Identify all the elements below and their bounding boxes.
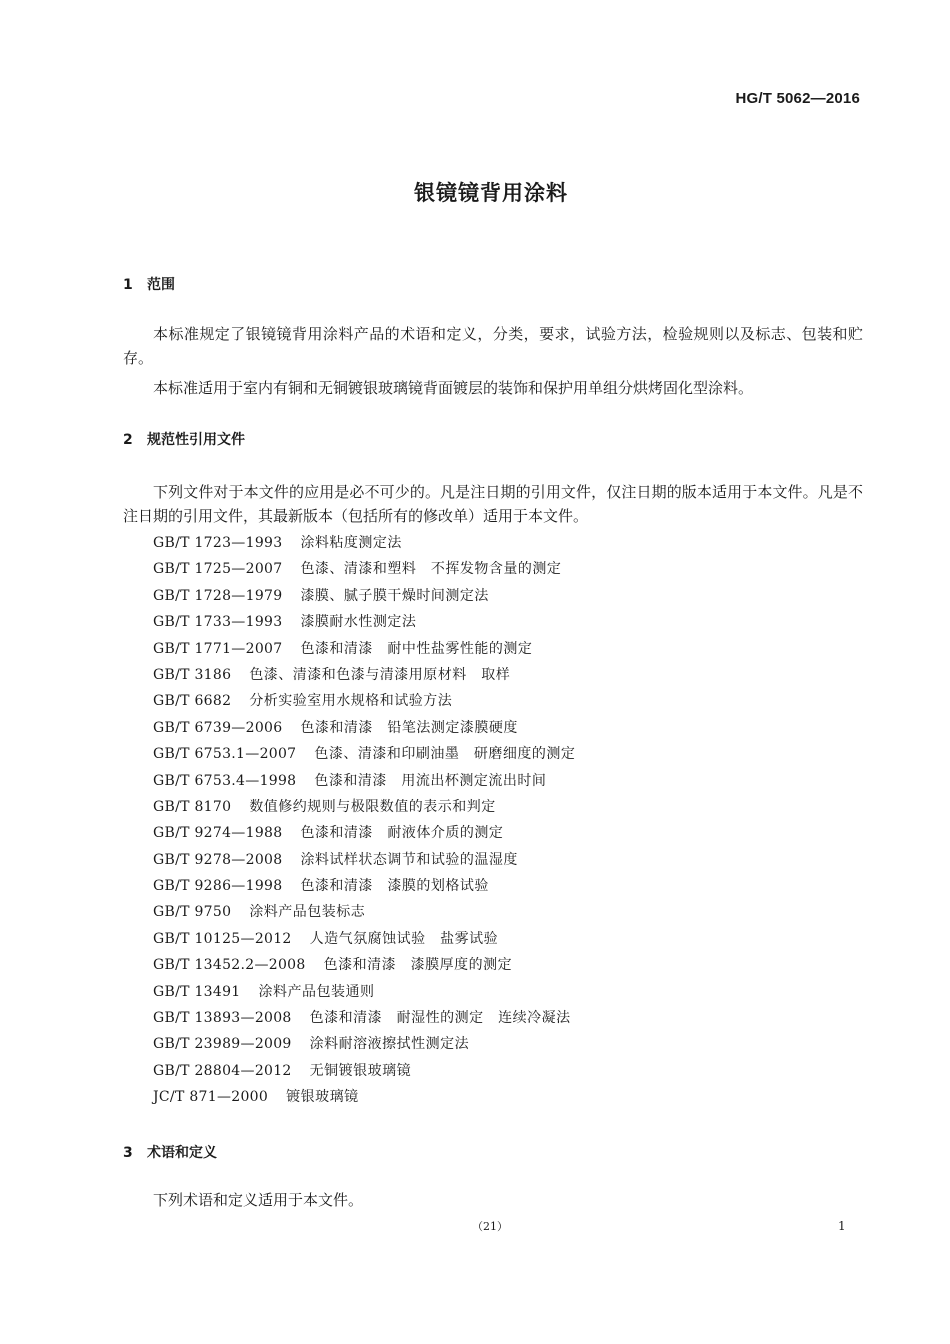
reference-item: [153, 847, 575, 873]
reference-item: [153, 926, 575, 952]
reference-code: GB/T 6753.4—1998: [153, 772, 297, 789]
reference-name: 色漆和清漆 铅笔法测定漆膜硬度: [300, 719, 518, 736]
reference-code: JC/T 871—2000: [153, 1089, 269, 1106]
reference-code: GB/T 3186: [153, 666, 232, 683]
page-number-right: 1: [838, 1219, 846, 1233]
reference-code: GB/T 1725—2007: [153, 561, 283, 578]
reference-code: GB/T 1728—1979: [153, 587, 283, 604]
reference-name: 色漆和清漆 耐中性盐雾性能的测定: [300, 640, 533, 657]
reference-item: [153, 873, 575, 899]
reference-item: [153, 636, 575, 662]
reference-name: 涂料产品包装标志: [249, 904, 366, 921]
section-3-heading: [123, 1142, 217, 1162]
reference-code: GB/T 9274—1988: [153, 825, 283, 842]
reference-item: [153, 688, 575, 714]
reference-item: [153, 1031, 575, 1057]
standard-code: HG/T 5062—2016: [735, 90, 860, 107]
reference-code: GB/T 8170: [153, 798, 232, 815]
reference-code: GB/T 6682: [153, 693, 232, 710]
reference-name: 涂料粘度测定法: [300, 535, 402, 551]
reference-item: [153, 609, 575, 635]
section-title: 术语和定义: [147, 1145, 217, 1161]
reference-item: [153, 741, 575, 767]
reference-item: [153, 1005, 575, 1031]
reference-name: 色漆和清漆 漆膜厚度的测定: [323, 957, 513, 974]
reference-item: [153, 768, 575, 794]
section-number: 1: [123, 277, 133, 293]
reference-name: 色漆和清漆 用流出杯测定流出时间: [314, 772, 547, 789]
reference-item: [153, 556, 575, 582]
section-1-paragraph-2: 本标准适用于室内有铜和无铜镀银玻璃镜背面镀层的装饰和保护用单组分烘烤固化型涂料。: [153, 379, 754, 397]
reference-name: 涂料试样状态调节和试验的温湿度: [300, 851, 518, 868]
reference-name: 漆膜、腻子膜干燥时间测定法: [300, 587, 489, 604]
reference-code: GB/T 13452.2—2008: [153, 957, 306, 974]
reference-item: [153, 1058, 575, 1084]
reference-name: 色漆和清漆 耐湿性的测定 连续冷凝法: [309, 1010, 571, 1027]
reference-name: 色漆和清漆 漆膜的划格试验: [300, 878, 489, 895]
reference-name: 人造气氛腐蚀试验 盐雾试验: [309, 930, 499, 947]
reference-name: 涂料产品包装通则: [258, 983, 375, 1000]
reference-name: 数值修约规则与极限数值的表示和判定: [249, 798, 496, 815]
reference-code: GB/T 10125—2012: [153, 930, 292, 947]
reference-code: GB/T 6739—2006: [153, 719, 283, 736]
section-title: 范围: [147, 277, 175, 293]
reference-name: 色漆、清漆和印刷油墨 研磨细度的测定: [314, 746, 576, 763]
reference-code: GB/T 9286—1998: [153, 878, 283, 895]
section-3-paragraph-1: 下列术语和定义适用于本文件。: [153, 1191, 364, 1209]
reference-code: GB/T 1723—1993: [153, 535, 283, 551]
reference-item: [153, 530, 575, 556]
reference-code: GB/T 1771—2007: [153, 640, 283, 657]
reference-item: [153, 794, 575, 820]
section-number: 3: [123, 1145, 133, 1161]
reference-name: 色漆、清漆和色漆与清漆用原材料 取样: [249, 666, 511, 683]
section-1-paragraph-1: 本标准规定了银镜镜背用涂料产品的术语和定义，分类，要求，试验方法，检验规则以及标志、包装和贮存。: [123, 325, 863, 367]
reference-name: 分析实验室用水规格和试验方法: [249, 693, 453, 710]
reference-code: GB/T 13893—2008: [153, 1010, 292, 1027]
reference-item: [153, 662, 575, 688]
reference-code: GB/T 6753.1—2007: [153, 746, 297, 763]
page-number-center: （21）: [472, 1220, 508, 1233]
section-1-heading: [123, 274, 175, 294]
section-number: 2: [123, 432, 133, 448]
section-2-paragraph-1: 下列文件对于本文件的应用是必不可少的。凡是注日期的引用文件，仅注日期的版本适用于本文件。凡是不注日期的引用文件，其最新版本（包括所有的修改单）适用于本文件。: [123, 483, 863, 525]
reference-code: GB/T 23989—2009: [153, 1036, 292, 1053]
reference-item: [153, 715, 575, 741]
normative-references-list: [153, 530, 575, 1111]
reference-code: GB/T 9278—2008: [153, 851, 283, 868]
reference-item: [153, 1084, 575, 1110]
reference-name: 镀银玻璃镜: [286, 1089, 359, 1106]
section-title: 规范性引用文件: [147, 432, 245, 448]
reference-item: [153, 899, 575, 925]
reference-code: GB/T 9750: [153, 904, 232, 921]
reference-name: 色漆、清漆和塑料 不挥发物含量的测定: [300, 561, 562, 578]
reference-item: [153, 952, 575, 978]
reference-item: [153, 583, 575, 609]
reference-code: GB/T 13491: [153, 983, 241, 1000]
section-2-heading: [123, 429, 245, 449]
reference-name: 无铜镀银玻璃镜: [309, 1062, 412, 1079]
reference-code: GB/T 28804—2012: [153, 1062, 292, 1079]
document-title: 银镜镜背用涂料: [414, 181, 568, 205]
reference-item: [153, 820, 575, 846]
reference-name: 色漆和清漆 耐液体介质的测定: [300, 825, 504, 842]
reference-code: GB/T 1733—1993: [153, 614, 283, 631]
reference-name: 漆膜耐水性测定法: [300, 614, 417, 631]
reference-name: 涂料耐溶液擦拭性测定法: [309, 1036, 470, 1053]
reference-item: [153, 979, 575, 1005]
